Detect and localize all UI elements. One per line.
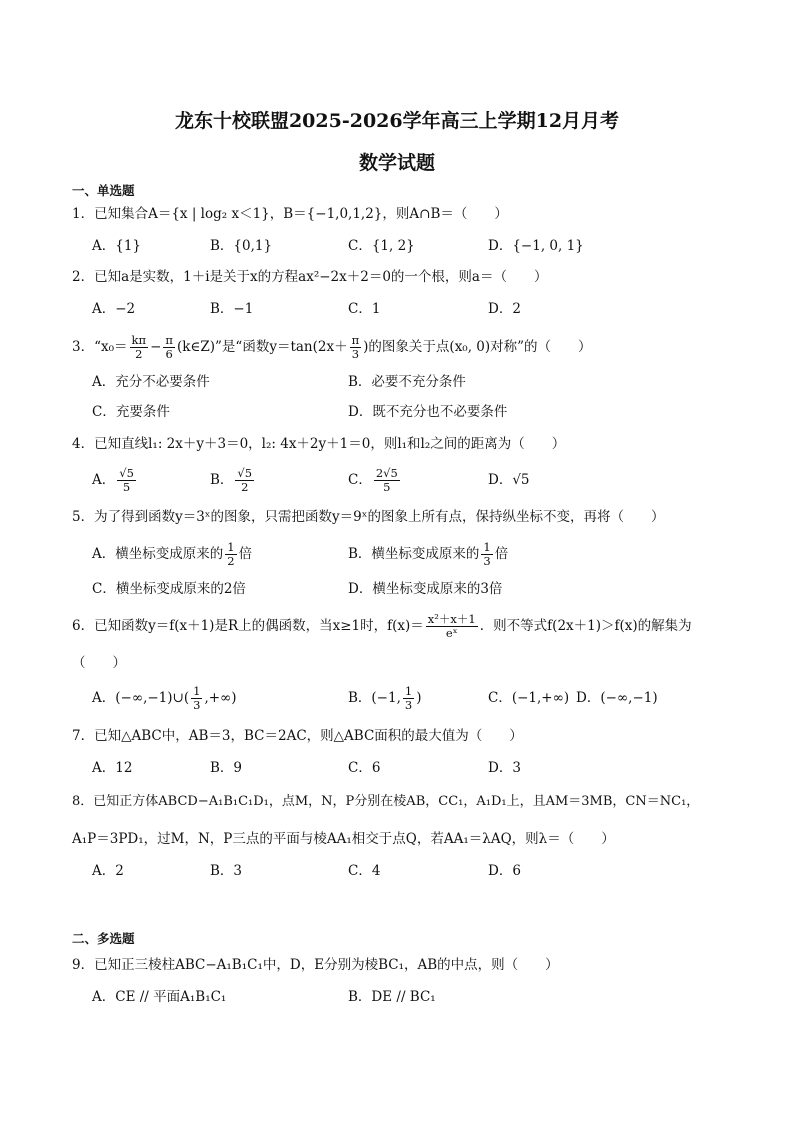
q1-option-a[interactable]: A．{1} [92, 238, 142, 254]
q3-frac2-numerator: π [165, 333, 173, 347]
exam-subtitle: 数学试题 [358, 152, 435, 174]
q6-a-suffix: ,+∞) [204, 690, 237, 706]
question-6-stem [72, 611, 692, 641]
q6-a-numerator: 1 [193, 684, 201, 698]
q4-c-fraction [374, 467, 400, 494]
section-multiple-choice: 二、多选题 [72, 931, 135, 946]
q3-option-c[interactable]: C．充要条件 [92, 404, 170, 420]
q7-option-a[interactable]: A．12 [92, 760, 133, 776]
question-5-stem: 5．为了得到函数y＝3ˣ的图象，只需把函数y＝9ˣ的图象上所有点，保持纵坐标不变，再将（ ） [72, 509, 665, 525]
q3-option-b[interactable]: B．必要不充分条件 [348, 374, 466, 390]
question-8-stem-line1: 8．已知正方体ABCD−A₁B₁C₁D₁，点M，N，P分别在棱AB，CC₁，A₁D₁上，且AM＝3MB，CN＝NC₁， [72, 794, 700, 809]
q6-b-fraction [403, 685, 414, 712]
q4-option-b[interactable] [210, 462, 256, 498]
q6-a-fraction [191, 685, 202, 712]
q5-b-fraction [481, 541, 492, 568]
q6-option-c[interactable]: C．(−1,+∞) [488, 690, 570, 706]
q3-minus: − [150, 339, 162, 355]
question-7-stem: 7．已知△ABC中，AB＝3，BC＝2AC，则△ABC面积的最大值为（ ） [72, 728, 523, 744]
q5-b-text: B．横坐标变成原来的 [348, 546, 480, 562]
q8-option-a[interactable]: A．2 [92, 863, 124, 879]
q6-stem-end: ．则不等式f(2x＋1)＞f(x)的解集为 [479, 618, 692, 634]
q3-option-d[interactable]: D．既不充分也不必要条件 [348, 404, 508, 420]
q6-b-suffix: ) [416, 690, 422, 706]
q2-option-c[interactable]: C．1 [348, 301, 381, 317]
q6-option-b[interactable] [348, 682, 422, 714]
q3-frac3-numerator: π [351, 333, 360, 347]
q3-frac1-denominator: 2 [135, 347, 143, 361]
question-3-stem [72, 332, 592, 362]
question-2-stem: 2．已知a是实数，1＋i是关于x的方程ax²−2x＋2＝0的一个根，则a＝（ ） [72, 269, 548, 285]
q4-c-label: C． [348, 472, 372, 488]
q5-b-suffix: 倍 [494, 546, 509, 562]
q6-option-d[interactable]: D．(−∞,−1) [576, 690, 658, 706]
q6-answer-paren: （ ） [72, 655, 126, 671]
exam-title: 龙东十校联盟2025-2026学年高三上学期12月月考 [174, 110, 620, 132]
section-single-choice: 一、单选题 [72, 183, 135, 198]
q9-option-a[interactable]: A．CE // 平面A₁B₁C₁ [92, 989, 227, 1005]
q3-option-a[interactable]: A．充分不必要条件 [92, 374, 210, 390]
q3-fraction-pi-over-3 [350, 334, 362, 361]
q4-a-label: A． [92, 472, 116, 488]
q4-c-denominator: 5 [383, 480, 391, 494]
question-9-stem: 9．已知正三棱柱ABC−A₁B₁C₁中，D，E分别为棱BC₁，AB的中点，则（ ） [72, 957, 559, 973]
q4-b-numerator: √5 [237, 466, 253, 480]
q6-stem-start: 6．已知函数y＝f(x＋1)是R上的偶函数，当x≥1时，f(x)＝ [72, 618, 424, 634]
q5-a-fraction [225, 541, 236, 568]
q6-a-prefix: A．(−∞,−1)∪( [92, 690, 190, 706]
q4-option-c[interactable] [348, 462, 402, 498]
q5-option-c[interactable]: C．横坐标变成原来的2倍 [92, 581, 246, 597]
q3-stem-end: )的图象关于点(x₀, 0)对称”的（ ） [363, 339, 592, 355]
q6-a-denominator: 3 [193, 698, 201, 712]
q4-b-fraction [235, 467, 254, 494]
q3-fraction-pi-over-6 [163, 334, 175, 361]
q2-option-d[interactable]: D．2 [488, 301, 521, 317]
q5-a-text: A．横坐标变成原来的 [92, 546, 224, 562]
q6-b-denominator: 3 [404, 698, 413, 712]
q2-option-a[interactable]: A．−2 [92, 301, 136, 317]
q5-a-numerator: 1 [227, 540, 235, 554]
q4-b-denominator: 2 [241, 480, 249, 494]
q6-function-fraction [426, 613, 478, 640]
q4-b-label: B． [210, 472, 234, 488]
q5-b-denominator: 3 [483, 554, 491, 568]
q6-f-numerator: x²＋x＋1 [427, 612, 476, 626]
q7-option-c[interactable]: C．6 [348, 760, 381, 776]
question-8-stem-line2: A₁P＝3PD₁，过M，N，P三点的平面与棱AA₁相交于点Q，若AA₁＝λAQ，则λ＝（ ） [72, 831, 615, 847]
q6-option-a[interactable] [92, 682, 237, 714]
q1-option-b[interactable]: B．{0,1} [210, 238, 273, 254]
q4-a-denominator: 5 [122, 480, 131, 494]
q8-option-c[interactable]: C．4 [348, 863, 381, 879]
q3-stem-middle: (k∈Z)”是“函数y＝tan(2x＋ [176, 339, 348, 355]
q4-option-d[interactable]: D．√5 [488, 472, 530, 488]
q7-option-b[interactable]: B．9 [210, 760, 243, 776]
q4-c-numerator: 2√5 [375, 466, 398, 480]
question-4-stem: 4．已知直线l₁: 2x＋y＋3＝0，l₂: 4x＋2y＋1＝0，则l₁和l₂之间的距离为（ ） [72, 436, 566, 452]
q3-frac2-denominator: 6 [165, 347, 173, 361]
q5-option-a[interactable] [92, 538, 252, 570]
q3-fraction-k-pi-over-2 [130, 334, 149, 361]
q5-a-denominator: 2 [227, 554, 235, 568]
q3-frac1-numerator: kπ [131, 333, 147, 347]
q3-stem-start: 3．“x₀＝ [72, 339, 128, 355]
q4-a-numerator: √5 [119, 466, 134, 480]
q5-option-b[interactable] [348, 538, 508, 570]
q4-option-a[interactable] [92, 462, 138, 498]
q5-option-d[interactable]: D．横坐标变成原来的3倍 [348, 581, 503, 597]
question-1-stem: 1．已知集合A＝{x | log₂ x＜1}，B＝{−1,0,1,2}，则A∩B＝（ ） [72, 206, 508, 222]
q4-a-fraction [117, 467, 136, 494]
q1-option-d[interactable]: D．{−1, 0, 1} [488, 238, 584, 254]
q5-b-numerator: 1 [483, 540, 491, 554]
q3-frac3-denominator: 3 [351, 347, 360, 361]
q6-b-numerator: 1 [404, 684, 413, 698]
q8-option-d[interactable]: D．6 [488, 863, 521, 879]
q1-option-c[interactable]: C．{1, 2} [348, 238, 415, 254]
q6-b-prefix: B．(−1, [348, 690, 401, 706]
q8-option-b[interactable]: B．3 [210, 863, 243, 879]
q7-option-d[interactable]: D．3 [488, 760, 521, 776]
q6-f-denominator: eˣ [445, 626, 458, 640]
q2-option-b[interactable]: B．−1 [210, 301, 254, 317]
q5-a-suffix: 倍 [238, 546, 253, 562]
q9-option-b[interactable]: B．DE // BC₁ [348, 989, 436, 1005]
